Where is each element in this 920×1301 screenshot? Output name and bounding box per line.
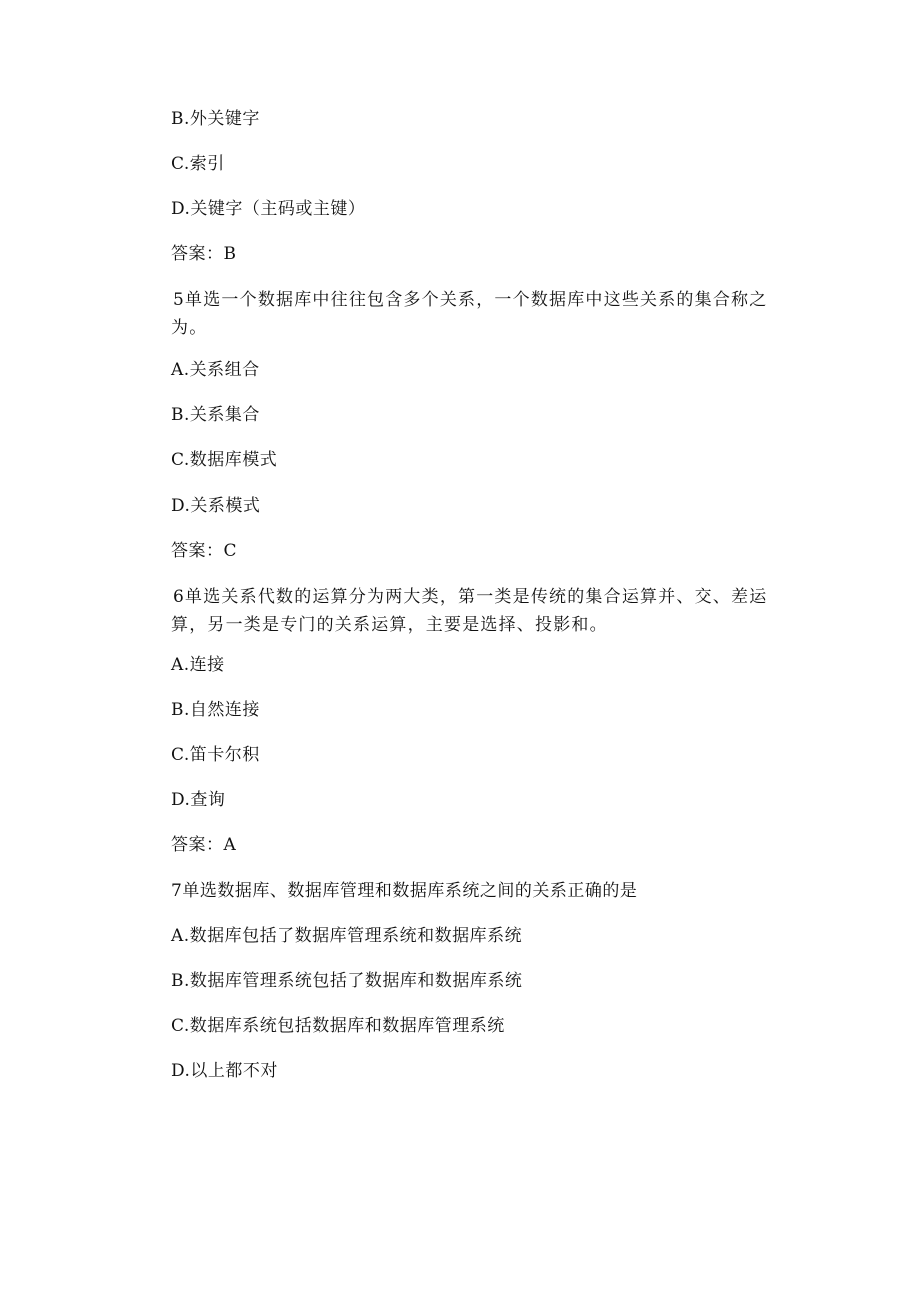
q6-question: 6单选关系代数的运算分为两大类，第一类是传统的集合运算并、交、差运算，另一类是专门的关系运算，主要是选择、投影和。 (171, 587, 768, 635)
q6-answer: 答案：A (171, 835, 237, 855)
q4-option-c: C.索引 (171, 154, 225, 174)
q5-option-a: A.关系组合 (171, 360, 260, 380)
q7-option-a: A.数据库包括了数据库管理系统和数据库系统 (171, 926, 523, 946)
q7-option-b: B.数据库管理系统包括了数据库和数据库系统 (171, 971, 523, 991)
q4-answer: 答案：B (171, 244, 237, 264)
q4-option-d: D.关键字（主码或主键） (171, 199, 366, 219)
q5-answer: 答案：C (171, 541, 238, 561)
q5-option-d: D.关系模式 (171, 496, 261, 516)
q5-option-c: C.数据库模式 (171, 450, 278, 470)
q7-option-d: D.以上都不对 (171, 1061, 278, 1081)
q6-option-c: C.笛卡尔积 (171, 745, 260, 765)
q4-option-b: B.外关键字 (171, 109, 260, 129)
q7-option-c: C.数据库系统包括数据库和数据库管理系统 (171, 1016, 505, 1036)
q5-question: 5单选一个数据库中往往包含多个关系，一个数据库中这些关系的集合称之为。 (171, 290, 768, 338)
q6-option-b: B.自然连接 (171, 700, 260, 720)
q6-option-d: D.查询 (171, 790, 226, 810)
q7-question: 7单选数据库、数据库管理和数据库系统之间的关系正确的是 (171, 881, 638, 901)
q6-option-a: A.连接 (171, 655, 225, 675)
q5-option-b: B.关系集合 (171, 405, 260, 425)
